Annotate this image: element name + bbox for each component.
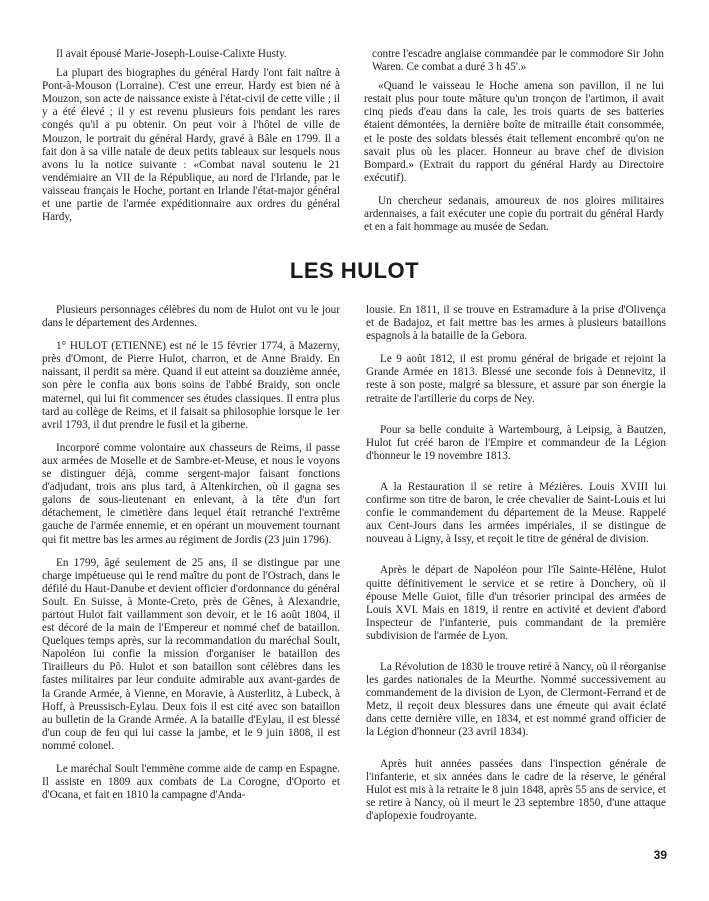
paragraph: En 1799, âgé seulement de 25 ans, il se distingue par une charge impétueuse qui le rend maître du pont de l'Ostrach, dans le défilé du Haut-Danube et devient officier d'ordonnance du général Soult. En Suisse, à Monte-Creto, près de Gênes, à Alexandrie, partout Hulot fait vaillamment son devoir, et le 16 août 1804, il est décoré de la main de l'Empereur et nommé chef de bataillon. Quelques temps après, sur la recommandation du maréchal Soult, Napoléon lui confie la mission d'organiser le bataillon des Tirailleurs du Pô. Hulot et son bataillon sont célèbres dans les fastes militaires par leur conduite admirable aux avant-gardes de la Grande Armée, à Vienne, en Moravie, à Austerlitz, à Lubeck, à Hoff, à Preussisch-Eylau. Deux fois il est cité avec son bataillon au bulletin de la Grande Armée. A la bataille d'Eylau, il est blessé d'un coup de feu qui lui casse la jambe, et le 9 juin 1808, il est nommé colonel.	[42, 556, 340, 752]
paragraph: lousie. En 1811, il se trouve en Estramadure à la prise d'Olivença et de Badajoz, et fait mettre bas les armes à plusieurs bataillons espagnols à la bataille de la Gebora.	[366, 304, 666, 343]
paragraph: Après huit années passées dans l'inspection générale de l'infanterie, et six années dans le cadre de la réserve, le général Hulot est mis à la retraite le 8 juin 1848, après 55 ans de service, et se retire à Nancy, où il meurt le 23 septembre 1850, d'une attaque d'aplopexie foudroyante.	[366, 757, 666, 822]
paragraph: Il avait épousé Marie-Joseph-Louise-Calixte Husty.	[56, 48, 287, 60]
paragraph: Le maréchal Soult l'emmène comme aide de camp en Espagne. Il assiste en 1809 aux combats de La Corogne, d'Oporto et d'Ocana, et fait en 1810 la campagne d'Anda-	[42, 763, 340, 802]
paragraph: Le 9 août 1812, il est promu général de brigade et rejoint la Grande Armée en 1813. Blessé une seconde fois à Dennevitz, il reste à son poste, malgré sa blessure, et assure par son énergie la retraite de l'artillerie du corps de Ney.	[366, 353, 666, 405]
paragraph: Après le départ de Napoléon pour l'île Sainte-Hélène, Hulot quitte définitivement le service et se retire à Donchery, où il épouse Melle Guiot, fille d'un trésorier principal des armées de Louis XVI. Mais en 1819, il rentre en activité et devient d'abord Inspecteur de l'infanterie, puis commandant de la première subdivision de l'armée de Lyon.	[366, 564, 666, 642]
paragraph: La Révolution de 1830 le trouve retiré à Nancy, où il réorganise les gardes nationales de la Meurthe. Nommé successivement au commandement de la division de Lyon, de Clermont-Ferrand et de Metz, il reçoit deux blessures dans une émeute qui avait éclaté dans cette dernière ville, en 1834, et est nommé grand officier de la Légion d'honneur (23 avril 1834).	[366, 660, 666, 739]
paragraph: Plusieurs personnages célèbres du nom de Hulot ont vu le jour dans le département des Ardennes.	[42, 304, 340, 330]
top-left-column	[42, 48, 340, 234]
page-number: 39	[653, 848, 667, 862]
top-right-column	[364, 48, 664, 244]
paragraph: 1° HULOT (ETIENNE) est né le 15 février 1774, à Mazerny, près d'Omont, de Pierre Hulot, charron, et de Anne Braidy. En naissant, il perdit sa mère. Quand il eut atteint sa douzième année, son père le confia aux bons soins de l'abbé Braidy, son oncle maternel, qui lui fit commencer ses études classiques. Il entra plus tard au collège de Reims, et il faisait sa philosophie lorsque le 1er avril 1793, il dut prendre le fusil et la giberne.	[42, 340, 340, 431]
paragraph: La plupart des biographes du général Hardy l'ont fait naître à Pont-à-Mouson (Lorraine). C'est une erreur. Hardy est bien né à Mouzon, son acte de naissance existe à l'état-civil de cette ville ; il y a été élevé ; il y est revenu plusieurs fois pendant les rares congés qu'il a pu obtenir. On peut voir à l'hôtel de ville de Mouzon, le portrait du général Hardy, gravé à Bâle en 1799. Il a fait don à sa ville natale de deux petits tableaux sur lesquels nous avons lu la notice suivante : «Combat naval soutenu le 21 vendémiaire an VII de la République, au nord de l'Irlande, par le vaisseau français le Hoche, portant en Irlande l'état-major général et une partie de l'armée expéditionnaire aux ordres du général Hardy,	[42, 67, 340, 224]
paragraph: Pour sa belle conduite à Wartembourg, à Leipsig, à Bautzen, Hulot fut créé baron de l'Empire et commandeur de la Légion d'honneur le 19 novembre 1813.	[366, 423, 666, 462]
paragraph: «Quand le vaisseau le Hoche amena son pavillon, il ne lui restait plus pour toute mâture qu'un tronçon de l'artimon, il avait cinq pieds d'eau dans la cale, les trois quarts de ses batteries étaient démontées, la dernière boîte de mitraille était consommée, et le poste des soldats blessés était tellement encombré qu'on ne savait plus où les placer. Honneur au brave chef de division Bompard.» (Extrait du rapport du général Hardy au Directoire exécutif).	[364, 80, 664, 184]
paragraph: contre l'escadre anglaise commandée par le commodore Sir John Waren. Ce combat a duré 3 h 45'.»	[372, 48, 664, 74]
paragraph: A la Restauration il se retire à Mézières. Louis XVIII lui confirme son titre de baron, le crée chevalier de Saint-Louis et lui confie le commandement du département de la Meuse. Rappelé aux Cent-Jours dans les armées impériales, il se distingue de nouveau à Ligny, à Issy, et reçoit le titre de général de division.	[366, 480, 666, 546]
section-title: LES HULOT	[289, 258, 420, 283]
paragraph: Incorporé comme volontaire aux chasseurs de Reims, il passe aux armées de Moselle et de Sambre-et-Meuse, et nous le voyons se distinguer déjà, comme sergent-major faisant fonctions d'adjudant, trois ans plus tard, à Altenkirchen, où il gagna ses galons de sous-lieutenant en enlevant, à la tête d'un fort détachement, le cimetière dans lequel était retranché l'extrême gauche de l'armée ennemie, et en opérant un mouvement tournant qui fit mettre bas les armes au régiment de Jordis (23 juin 1796).	[42, 441, 340, 546]
bottom-right-column	[366, 304, 666, 833]
paragraph: Un chercheur sedanais, amoureux de nos gloires militaires ardennaises, a fait exécuter une copie du portrait du général Hardy et en a fait hommage au musée de Sedan.	[364, 194, 664, 234]
bottom-left-column	[42, 304, 340, 812]
